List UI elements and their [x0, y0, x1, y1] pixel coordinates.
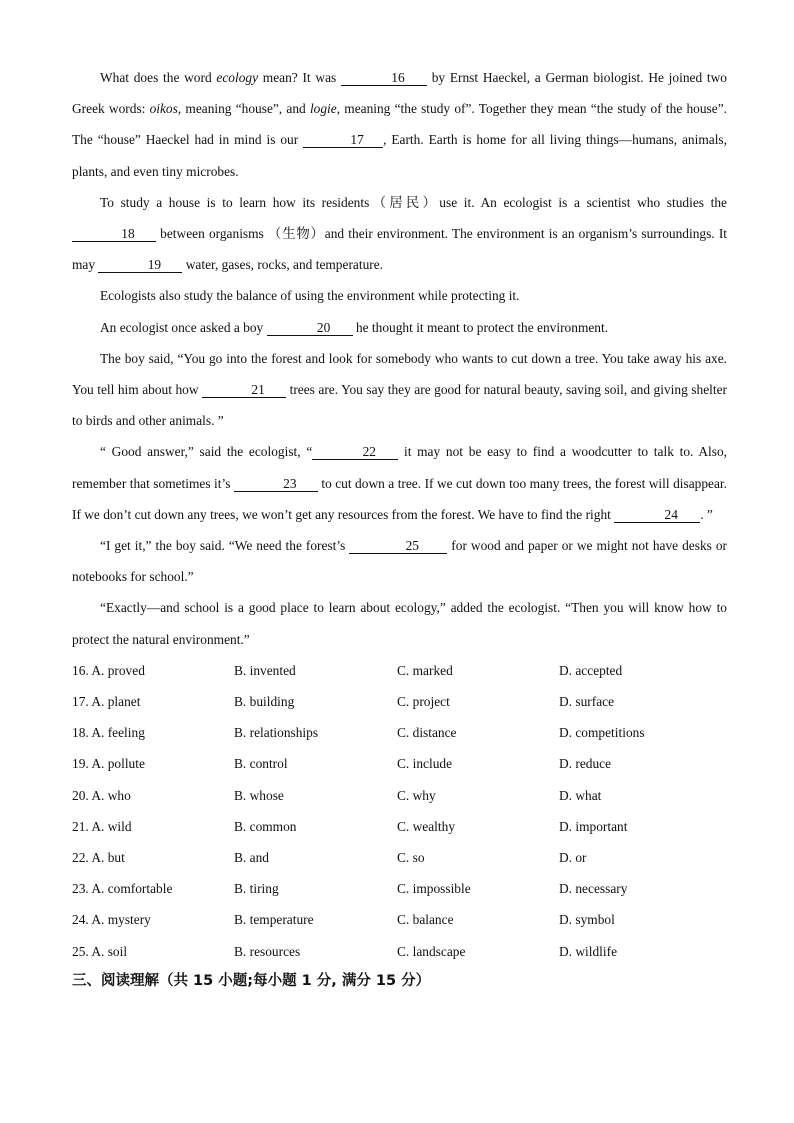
italic-word: oikos: [149, 101, 178, 117]
option-a: 24. A. mystery: [72, 912, 151, 928]
option-a: 21. A. wild: [72, 818, 132, 834]
option-a: 17. A. planet: [72, 694, 141, 710]
option-c: C. wealthy: [397, 818, 456, 834]
option-b: B. common: [234, 818, 297, 834]
document-page: [72, 62, 727, 994]
blank-20: 20: [267, 319, 353, 336]
option-c: C. distance: [397, 725, 457, 741]
passage-text: trees are. You say they are good for natural beauty, saving soil, and giving shelter to birds and other animals. ”: [72, 382, 727, 429]
option-d: D. reduce: [559, 756, 612, 772]
passage-text: The boy said, “You go into the forest and look for somebody who wants to cut down a tree. You take away his axe. You tell him about how: [72, 350, 727, 398]
option-b: B. whose: [234, 787, 284, 803]
passage-paragraph-6: [72, 436, 727, 530]
passage-text: “I get it,” the boy said. “We need the forest’s: [100, 538, 350, 554]
option-b: B. temperature: [234, 912, 314, 928]
passage-text: . ”: [700, 506, 713, 522]
passage-text: by Ernst Haeckel, a German biologist. He joined two Greek words:: [72, 70, 727, 117]
option-c: C. include: [397, 756, 453, 772]
option-c: C. impossible: [397, 881, 471, 897]
option-d: D. wildlife: [559, 943, 618, 959]
passage-text: water, gases, rocks, and temperature.: [182, 257, 384, 273]
blank-18: 18: [72, 225, 156, 242]
option-d: D. accepted: [559, 662, 623, 678]
option-b: B. and: [234, 849, 269, 865]
blank-22: 22: [312, 443, 398, 460]
passage-text: To study a house is to learn how its residents（居民）use it. An ecologist is a scientist who studies the: [100, 194, 727, 210]
option-row-20: [72, 780, 727, 811]
option-c: C. so: [397, 849, 425, 865]
option-row-19: [72, 748, 727, 779]
italic-word: ecology: [216, 70, 259, 85]
passage-text: it may not be easy to find a woodcutter to talk to. Also, remember that sometimes it’s: [72, 444, 727, 491]
option-a: 19. A. pollute: [72, 756, 145, 772]
option-row-18: [72, 717, 727, 748]
option-row-17: [72, 686, 727, 717]
passage-paragraph-7: [72, 530, 727, 592]
option-row-16: [72, 655, 727, 686]
passage-text: to cut down a tree. If we cut down too many trees, the forest will disappear. If we don’t cut down any trees, we won’t get any resources from the forest. We have to find the right: [72, 475, 727, 522]
passage-paragraph-4: [72, 312, 727, 343]
passage-text: What does the word: [100, 70, 217, 85]
blank-21: 21: [202, 381, 286, 398]
option-a: 22. A. but: [72, 849, 125, 865]
passage-text: , Earth. Earth is home for all living things—humans, animals, plants, and even tiny microbes.: [72, 132, 727, 179]
option-d: D. competitions: [559, 725, 645, 741]
option-d: D. important: [559, 818, 628, 834]
passage-text: An ecologist once asked a boy: [100, 319, 267, 335]
option-d: D. what: [559, 787, 602, 803]
blank-16: 16: [341, 69, 427, 86]
option-a: 16. A. proved: [72, 662, 145, 678]
option-a: 20. A. who: [72, 787, 131, 803]
option-b: B. resources: [234, 943, 301, 959]
option-a: 25. A. soil: [72, 943, 128, 959]
option-b: B. building: [234, 694, 295, 710]
option-d: D. symbol: [559, 912, 615, 928]
blank-23: 23: [234, 475, 318, 492]
blank-24: 24: [614, 506, 700, 523]
option-a: 23. A. comfortable: [72, 881, 173, 897]
passage-text: “ Good answer,” said the ecologist, “: [100, 444, 313, 460]
option-d: D. necessary: [559, 881, 628, 897]
passage-text: , meaning “the study of”. Together they mean “the study of the house”. The “house” Haeckel had in mind is our: [72, 101, 727, 148]
option-c: C. landscape: [397, 943, 466, 959]
option-b: B. relationships: [234, 725, 319, 741]
option-c: C. balance: [397, 912, 454, 928]
passage-paragraph-1: [72, 62, 727, 187]
passage-paragraph-5: [72, 343, 727, 437]
passage-paragraph-8: “Exactly—and school is a good place to learn about ecology,” added the ecologist. “Then you will know how to protect the natural environment.”: [72, 600, 727, 647]
option-b: B. tiring: [234, 881, 279, 897]
option-row-22: [72, 842, 727, 873]
option-c: C. why: [397, 787, 436, 803]
option-c: C. marked: [397, 662, 453, 678]
blank-17: 17: [303, 131, 383, 148]
passage-paragraph-3: Ecologists also study the balance of using the environment while protecting it.: [100, 288, 520, 304]
option-row-24: [72, 904, 727, 935]
blank-19: 19: [98, 256, 182, 273]
blank-25: 25: [349, 537, 447, 554]
option-b: B. invented: [234, 662, 296, 678]
answer-options: [72, 655, 727, 967]
option-d: D. or: [559, 849, 587, 865]
option-d: D. surface: [559, 694, 615, 710]
passage-text: he thought it meant to protect the environment.: [352, 319, 609, 335]
option-row-23: [72, 873, 727, 904]
option-b: B. control: [234, 756, 288, 772]
option-row-21: [72, 811, 727, 842]
passage-paragraph-2: [72, 187, 727, 281]
section-heading: 三、阅读理解（共 15 小题;每小题 1 分, 满分 15 分）: [72, 972, 431, 989]
passage-text: , meaning “house”, and: [177, 101, 310, 117]
passage-text: between organisms （生物）and their environment. The environment is an organism’s surroundings. It may: [72, 226, 727, 273]
passage-text: for wood and paper or we might not have desks or notebooks for school.”: [72, 538, 727, 585]
italic-word: logie: [309, 101, 337, 117]
option-row-25: [72, 936, 727, 967]
option-a: 18. A. feeling: [72, 725, 145, 741]
passage-text: mean? It was: [258, 70, 341, 85]
option-c: C. project: [397, 694, 450, 710]
